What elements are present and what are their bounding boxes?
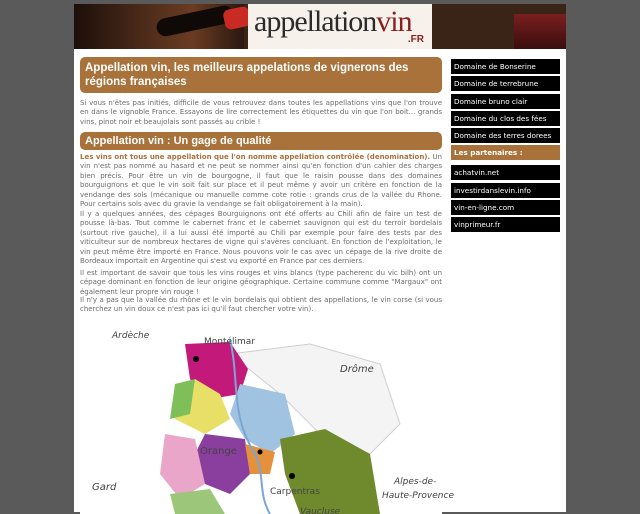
partner-link-vin-en-ligne[interactable]: vin-en-ligne.com bbox=[451, 200, 560, 215]
map-label-vaucluse: Vaucluse bbox=[300, 507, 341, 514]
partners-heading: Les partenaires : bbox=[451, 145, 560, 160]
logo-accent: vin bbox=[376, 5, 412, 38]
site-header bbox=[74, 4, 566, 49]
wine-glass-image bbox=[514, 14, 566, 49]
map-label-drome: Drôme bbox=[340, 364, 374, 375]
intro-paragraph: Si vous n'êtes pas initiés, difficile de vous retrouvez dans toutes les appellations vins que l'on trouve en dans le vignoble France. Essayons de lire correctement les étiquettes du vin que l'on boit... grands vins, pinot noir et beaujolais sont passés au crible ! bbox=[80, 99, 442, 126]
map-label-alpes: Alpes-de- bbox=[394, 477, 437, 487]
sidebar-link-terres-dorees[interactable]: Domaine des terres dorees bbox=[451, 128, 560, 143]
page-container bbox=[74, 4, 566, 512]
map-label-montelimar: Montélimar bbox=[204, 337, 256, 347]
site-logo[interactable] bbox=[248, 4, 432, 49]
map-label-carpentras: Carpentras bbox=[270, 487, 320, 497]
map-label-orange: Orange bbox=[200, 446, 237, 457]
sidebar-link-terrebrune[interactable]: Domaine de terrebrune bbox=[451, 76, 560, 91]
partner-link-vinprimeur[interactable]: vinprimeur.fr bbox=[451, 217, 560, 232]
logo-extension: .FR bbox=[407, 34, 424, 45]
paragraph-1-lead: Les vins ont tous une appellation que l'on nomme appellation contrôlée (denomination). bbox=[80, 153, 431, 161]
paragraph-1 bbox=[80, 153, 442, 209]
map-label-gard: Gard bbox=[92, 482, 117, 493]
sidebar-link-bruno-clair[interactable]: Domaine bruno clair bbox=[451, 94, 560, 109]
partner-link-achatvin[interactable]: achatvin.net bbox=[451, 165, 560, 180]
map-city-dot bbox=[193, 356, 199, 362]
logo-text bbox=[254, 5, 412, 39]
map-city-dot bbox=[258, 450, 263, 455]
map-label-ardeche: Ardèche bbox=[112, 331, 150, 341]
paragraph-2: Il y a quelques années, des cépages Bourguignons ont été offerts au Chili afin de faire un test de pousse là-bas. Tout comme le cabernet franc et le cabernet sauvignon qui est du terroir bordelais (surtout rive gauche), il a lui aussi été importé au Chili par exemple pour faire des tests par des viticulteur sur de nombreux hectares de vigne qui s'avères concluant. En fonction de l'exploitation, le vin peut même être importé en France. Nous pouvons voir le cas avec un cépage de la rive droite de Bordeaux importait en Argentine qui s'est vu exporté en France par ces derniers. bbox=[80, 210, 442, 266]
paragraph-3: Il est important de savoir que tous les vins rouges et vins blancs (type pacherenc du vic bilh) ont un cépage dominant en fonction de leur origine géographique. Certaine commune comme "Margaux" ont également leur propre vin rouge ! bbox=[80, 269, 442, 296]
logo-main: appellation bbox=[254, 5, 377, 38]
partner-link-investirdanslevin[interactable]: investirdanslevin.info bbox=[451, 183, 560, 198]
paragraph-4: Il n'y a pas que la vallée du rhône et le vin bordelais qui obtient des appellations, le vin corse (si vous cherchez un vin doux ce n'est pas ici qu'il faut chercher votre vin). bbox=[80, 296, 442, 314]
map-city-dot bbox=[289, 473, 295, 479]
page-title: Appellation vin, les meilleurs appelations de vignerons des régions françaises bbox=[80, 57, 442, 93]
sidebar-link-clos-des-fees[interactable]: Domaine du clos des fées bbox=[451, 111, 560, 126]
map-label-haute-provence: Haute-Provence bbox=[382, 491, 454, 501]
wine-region-map bbox=[80, 324, 454, 514]
paragraph-1-body: Un vin n'est pas nommé au hasard et ne peut se nommer ainsi qu'en fonction d'un cahier des charges bien précis. Pour être un vin de bourgogne, il faut que le raisin pousse dans des domaines bourguignons et que le vin soit fait sur place et il peut même y avoir un critère en fonction de la vendange des sols (mécanique ou manuelle comme cote rotie : grands crus de la vallée du Rhone. Pour certains sols avec du gravie la vendange se fait obligatoirement à la main). bbox=[80, 153, 442, 209]
sidebar-link-bonserine[interactable]: Domaine de Bonserine bbox=[451, 59, 560, 74]
section-title: Appellation vin : Un gage de qualité bbox=[80, 132, 442, 150]
